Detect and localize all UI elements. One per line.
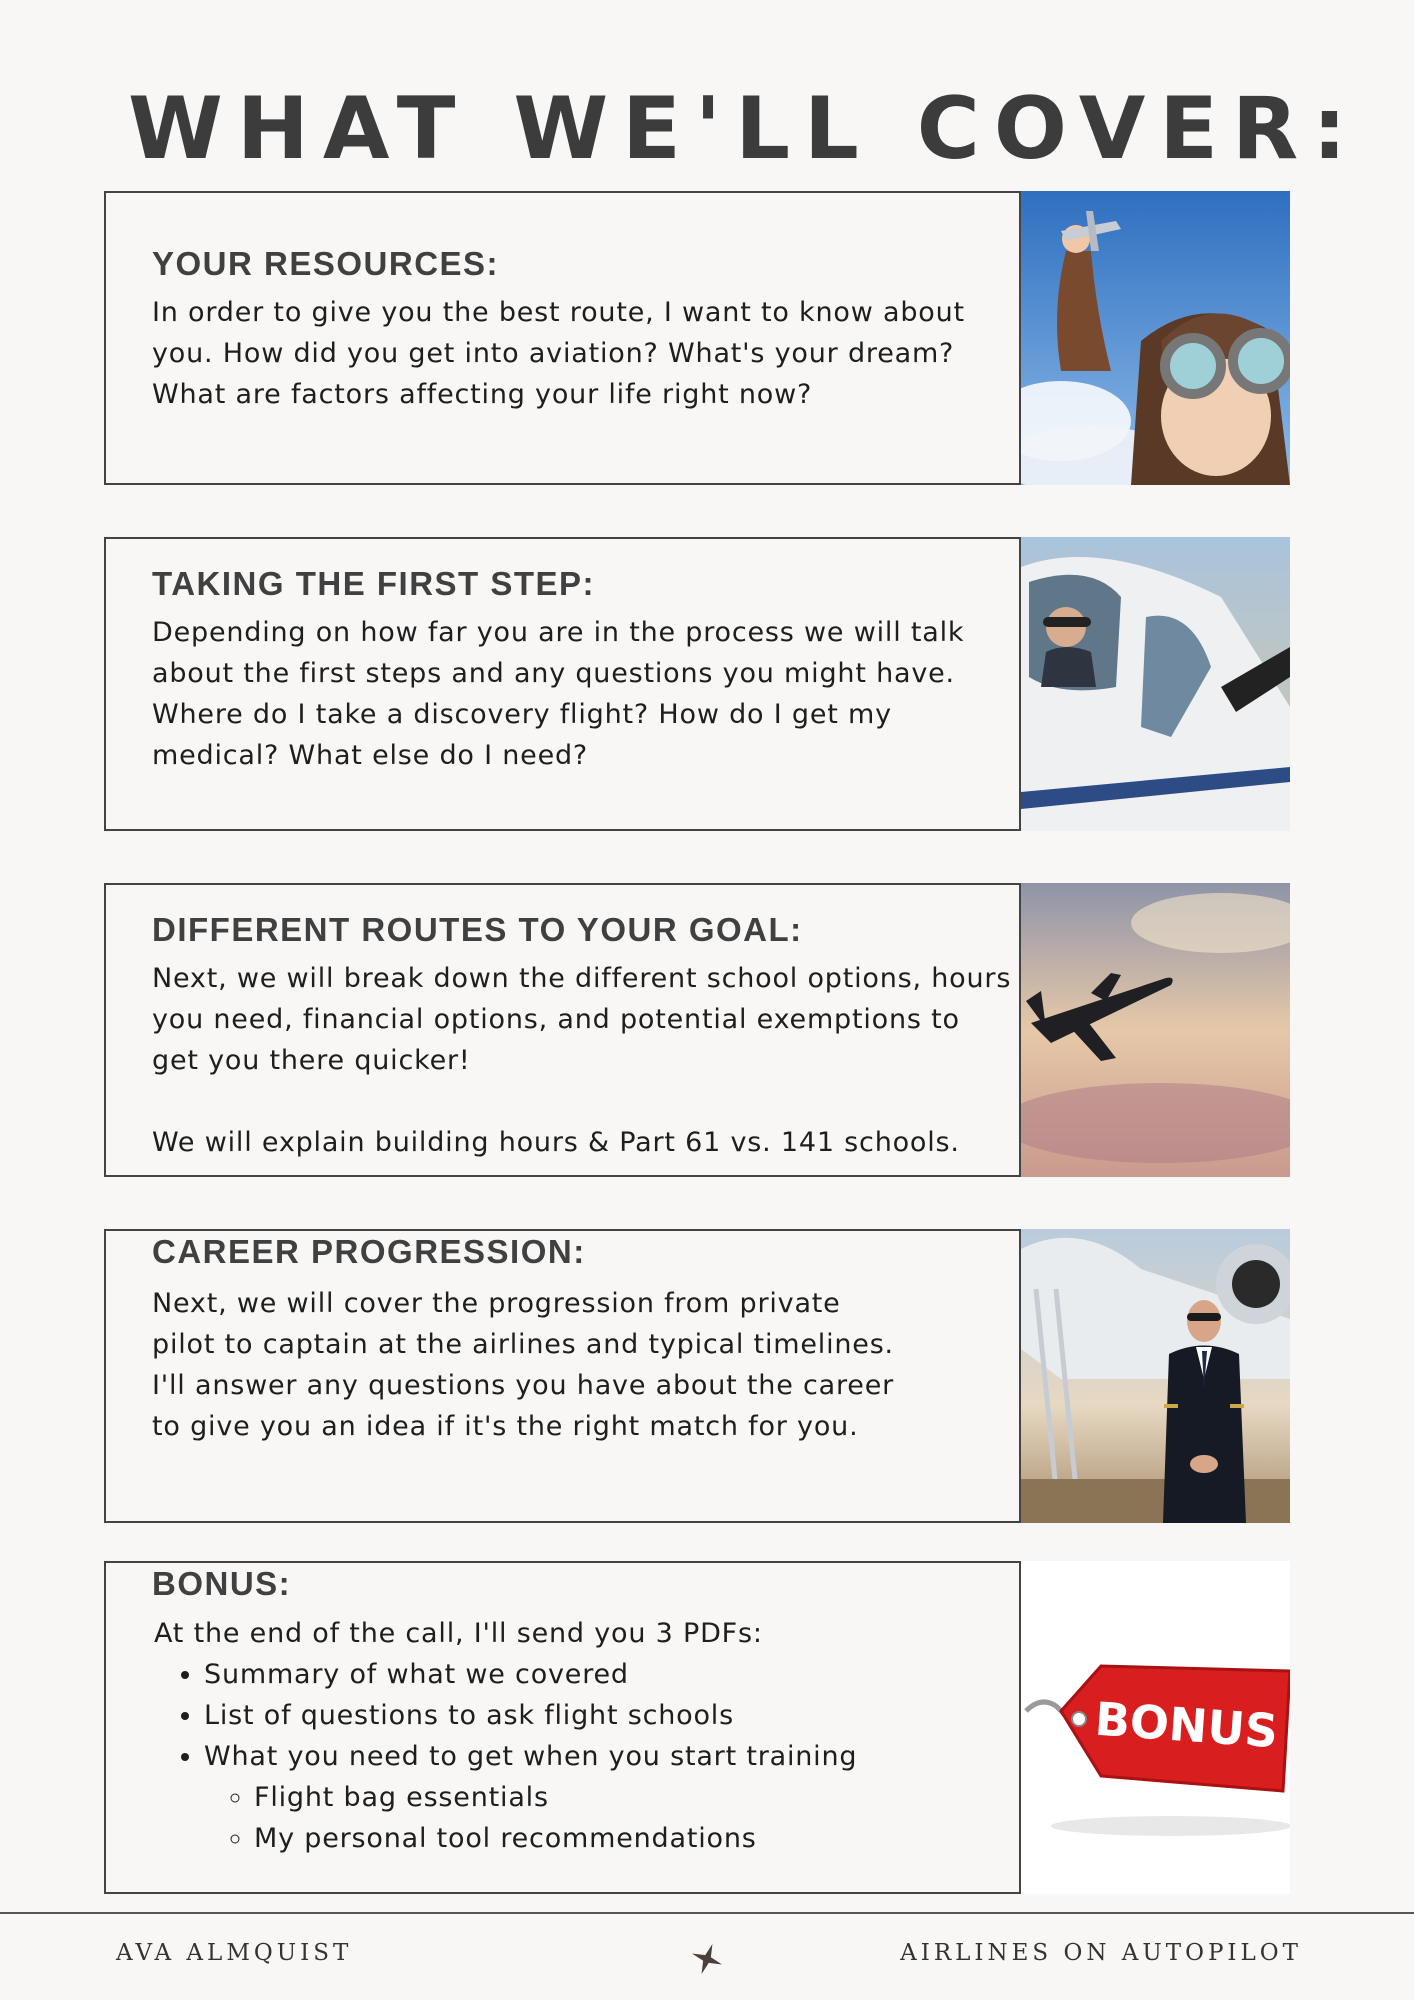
footer-author: AVA ALMQUIST [116, 1940, 353, 1966]
paragraph: Where do I take a discovery flight? How do I get my medical? What else do I need? [152, 699, 892, 771]
section-your-resources [104, 191, 1290, 485]
paragraph: Depending on how far you are in the process we will talk about the first steps and any questions you might have. [152, 617, 965, 689]
section-different-routes [104, 883, 1290, 1177]
section-career-progression [104, 1229, 1290, 1523]
paragraph: Next, we will break down the different school options, hours you need, financial options, and potential exemptions to get you there quicker! [152, 963, 1012, 1076]
bonus-tag-photo [1021, 1561, 1290, 1894]
section-heading: YOUR RESOURCES: [152, 245, 500, 282]
child-pilot-with-toy-plane-photo [1021, 191, 1290, 485]
sparkle-star-icon [690, 1942, 724, 1980]
sub-list [204, 1777, 1014, 1859]
paragraph-spacer [152, 1081, 1012, 1122]
bonus-intro: At the end of the call, I'll send you 3 PDFs: [154, 1618, 763, 1649]
section-box [104, 1229, 1021, 1523]
section-heading: CAREER PROGRESSION: [152, 1233, 586, 1270]
page-title: WHAT WE'LL COVER: [128, 79, 1361, 179]
section-body [154, 1613, 1014, 1859]
section-box [104, 537, 1021, 831]
list-item-text: What you need to get when you start training [204, 1741, 858, 1772]
section-bonus [104, 1561, 1290, 1894]
pilot-in-cockpit-photo [1021, 537, 1290, 831]
section-box [104, 191, 1021, 485]
paragraph: We will explain building hours & Part 61 vs. 141 schools. [152, 1127, 960, 1158]
sub-list-item: ◦ Flight bag essentials [254, 1777, 1014, 1818]
airplane-sunset-photo [1021, 883, 1290, 1177]
bonus-list [154, 1654, 1014, 1859]
section-body [152, 1283, 912, 1447]
list-item [204, 1736, 1014, 1859]
bonus-tag-text: BONUS [1093, 1691, 1280, 1759]
section-box [104, 1561, 1021, 1894]
sub-list-item: ◦ My personal tool recommendations [254, 1818, 1014, 1859]
section-box [104, 883, 1021, 1177]
paragraph: Next, we will cover the progression from private pilot to captain at the airlines and typical timelines. [152, 1288, 894, 1360]
paragraph: In order to give you the best route, I want to know about you. How did you get into aviation? What's your dream? What are factors affecting your life right now? [152, 297, 965, 410]
section-heading: BONUS: [152, 1565, 292, 1602]
captain-by-jet-photo [1021, 1229, 1290, 1523]
section-heading: TAKING THE FIRST STEP: [152, 565, 596, 602]
footer-brand: AIRLINES ON AUTOPILOT [900, 1940, 1302, 1966]
section-taking-first-step [104, 537, 1290, 831]
footer-divider [0, 1912, 1414, 1914]
section-heading: DIFFERENT ROUTES TO YOUR GOAL: [152, 911, 803, 948]
list-item: • List of questions to ask flight schools [204, 1695, 1014, 1736]
section-body [152, 958, 1012, 1163]
paragraph: I'll answer any questions you have about the career to give you an idea if it's the right match for you. [152, 1370, 895, 1442]
section-body [152, 292, 1012, 415]
list-item: • Summary of what we covered [204, 1654, 1014, 1695]
section-body [152, 612, 1012, 776]
